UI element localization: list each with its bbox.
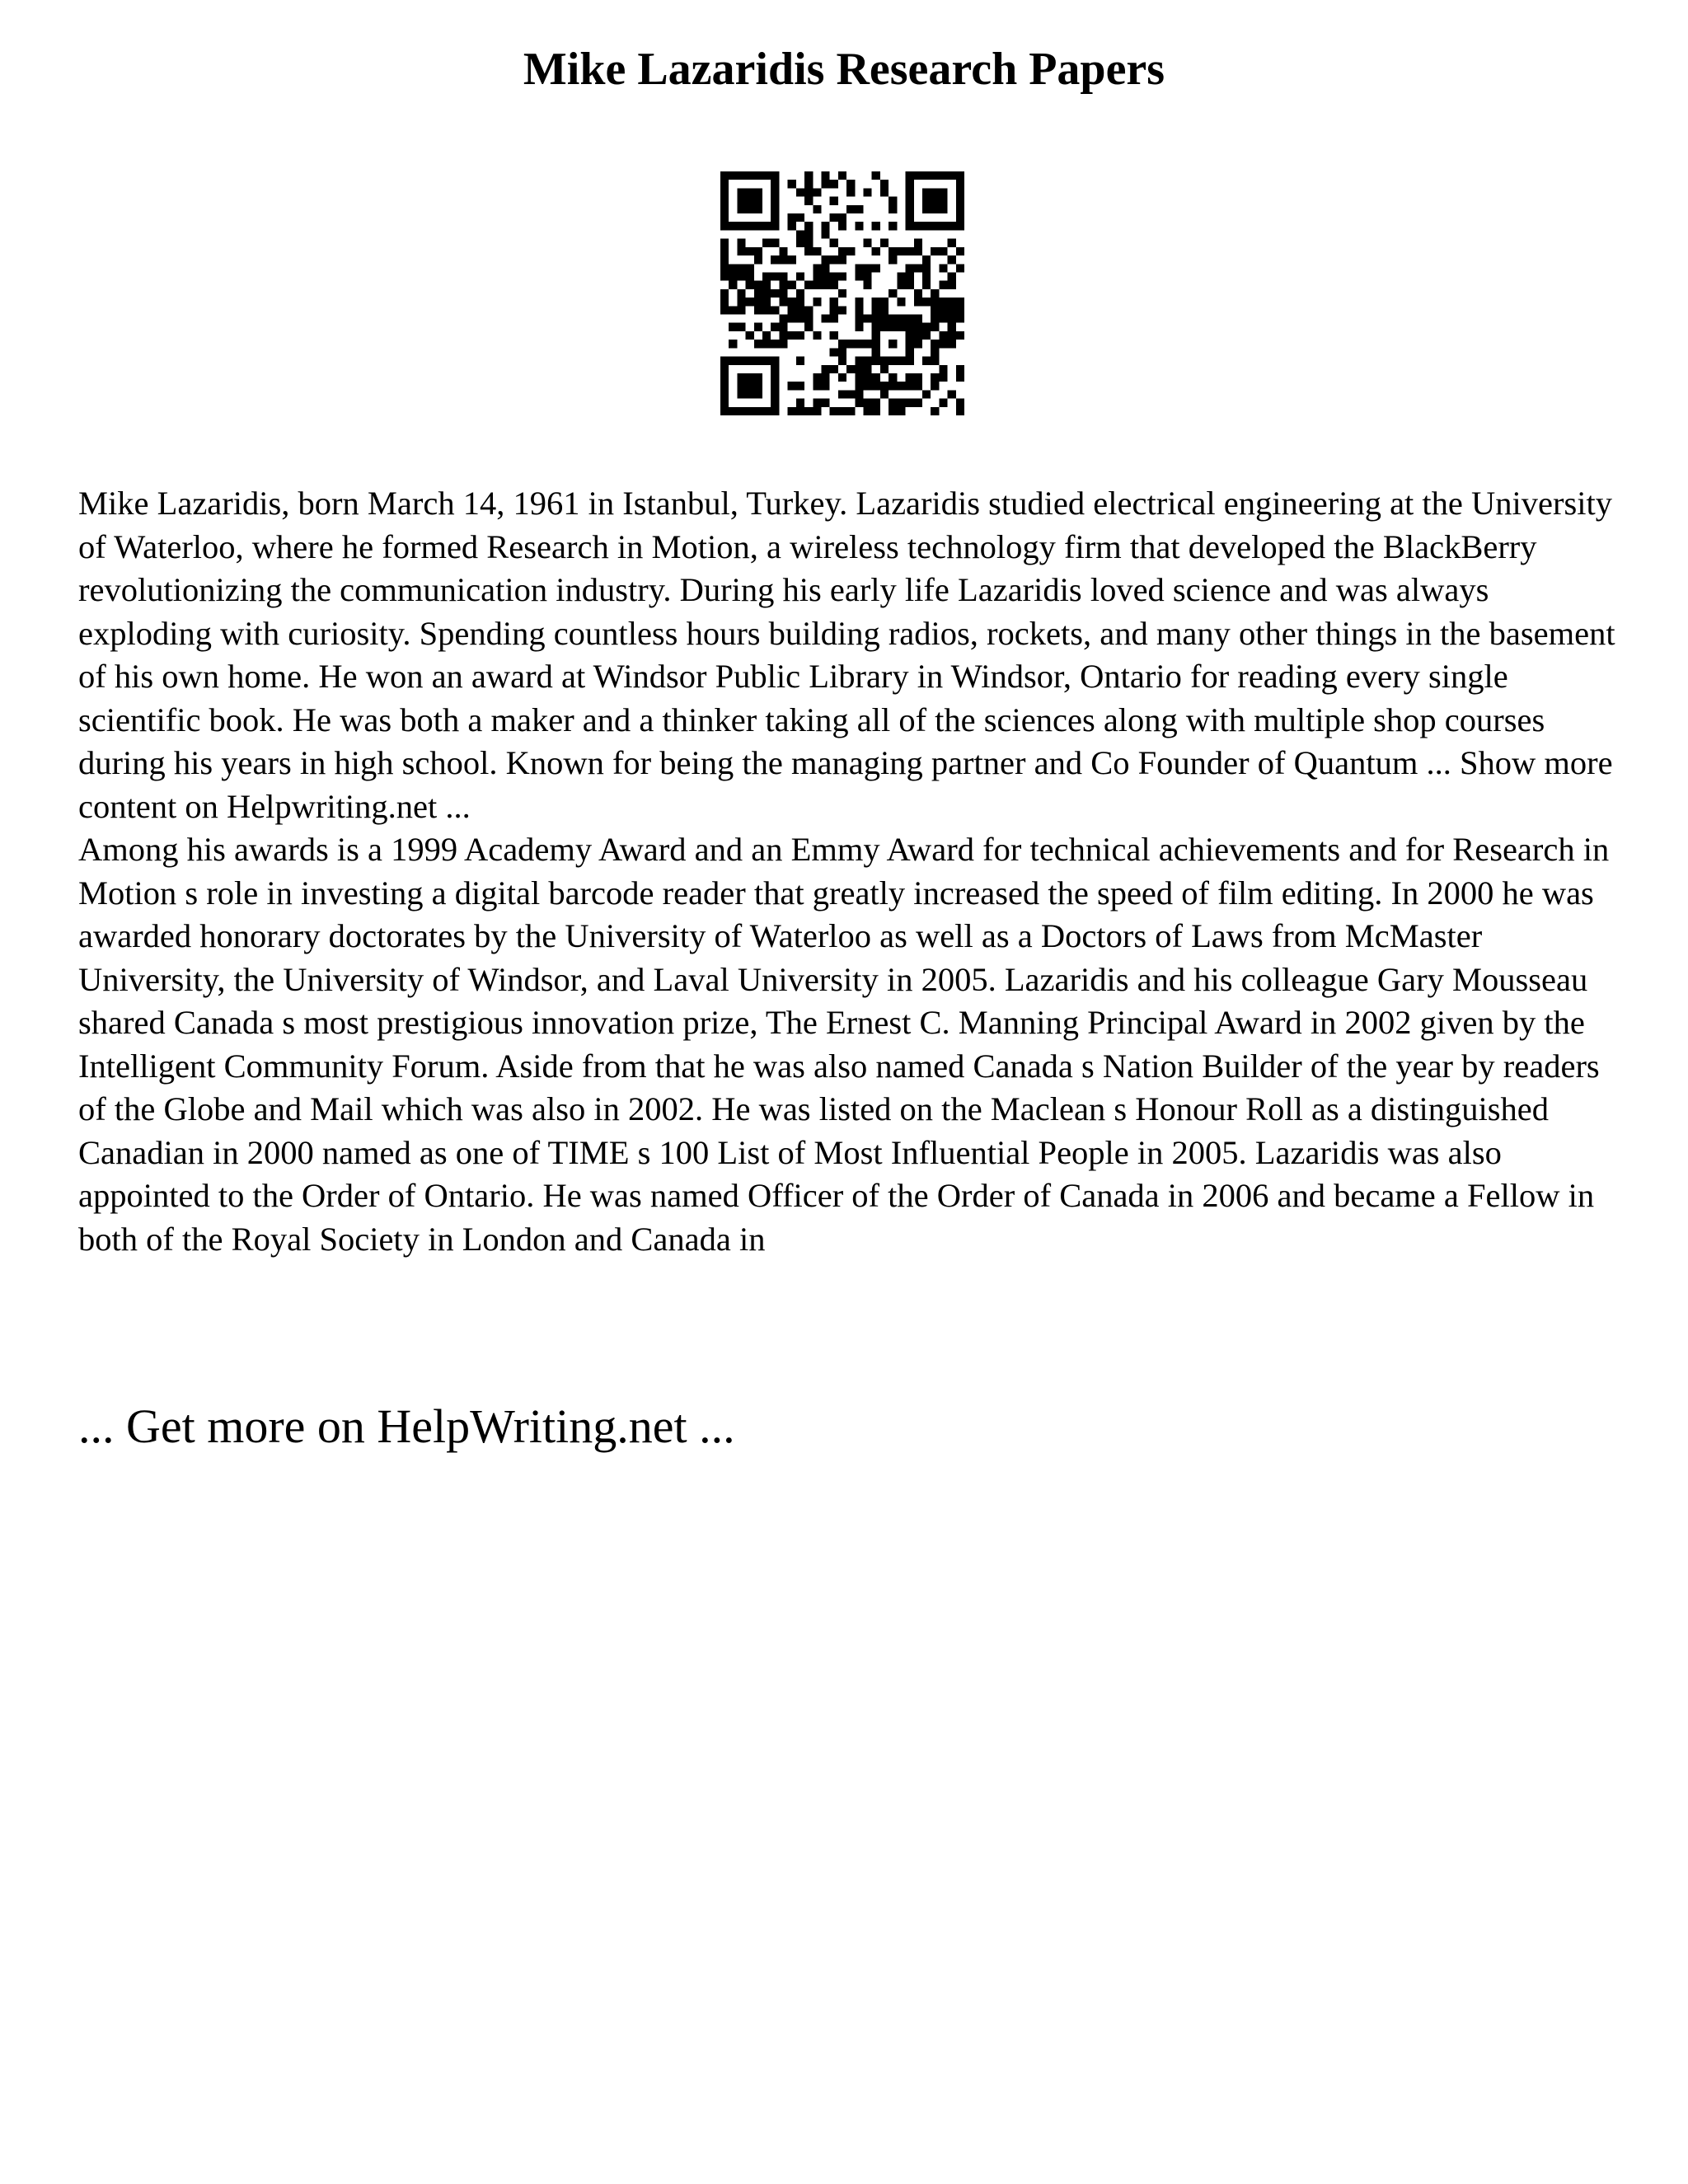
paragraph-biography: Mike Lazaridis, born March 14, 1961 in Istanbul, Turkey. Lazaridis studied electrical engineering at the University of Waterloo, where he formed Research in Motion, a wireless technology firm that developed the BlackBerry revolutionizing the communication industry. During his early life Lazaridis loved science and was always exploding with curiosity. Spending countless hours building radios, rockets, and many other things in the basement of his own home. He won an award at Windsor Public Library in Windsor, Ontario for reading every single scientific book. He was both a maker and a thinker taking all of the sciences along with multiple shop courses during his years in high school. Known for being the managing partner and Co Founder of Quantum ... Show more content on Helpwriting.net ...: [78, 485, 1615, 825]
document-body: [78, 482, 1628, 1261]
document-title: Mike Lazaridis Research Papers: [523, 44, 1165, 95]
qr-code-icon: [720, 171, 964, 415]
paragraph-awards: Among his awards is a 1999 Academy Award and an Emmy Award for technical achievements and for Research in Motion s role in investing a digital barcode reader that greatly increased the speed of film editing. In 2000 he was awarded honorary doctorates by the University of Waterloo as well as a Doctors of Laws from McMaster University, the University of Windsor, and Laval University in 2005. Lazaridis and his colleague Gary Mousseau shared Canada s most prestigious innovation prize, The Ernest C. Manning Principal Award in 2002 given by the Intelligent Community Forum. Aside from that he was also named Canada s Nation Builder of the year by readers of the Globe and Mail which was also in 2002. He was listed on the Maclean s Honour Roll as a distinguished Canadian in 2000 named as one of TIME s 100 List of Most Influential People in 2005. Lazaridis was also appointed to the Order of Ontario. He was named Officer of the Order of Canada in 2006 and became a Fellow in both of the Royal Society in London and Canada in: [78, 831, 1610, 1258]
get-more-link[interactable]: ... Get more on HelpWriting.net ...: [78, 1399, 735, 1453]
